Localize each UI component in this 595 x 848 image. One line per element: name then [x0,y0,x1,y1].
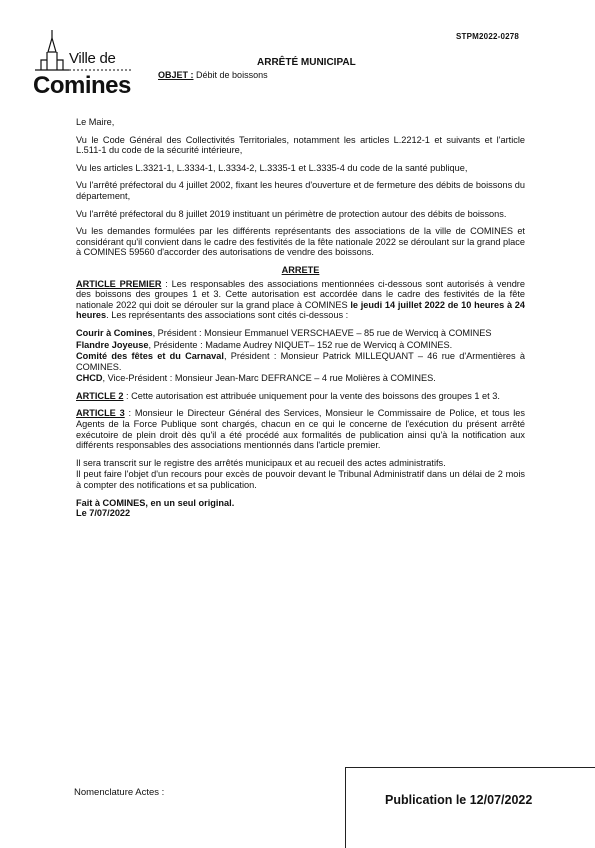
publication-date: Publication le 12/07/2022 [385,793,533,807]
object-line [158,70,268,80]
document-title: ARRÊTÉ MUNICIPAL [257,57,356,68]
article-1-date: le jeudi 14 juillet 2022 de 10 heures à 24 heures [76,299,526,321]
vu-paragraph-5: Vu les demandes formulées par les différents représentants des associations de la ville de COMINES et considérant qu'il convient dans le cadre des festivités de la fête nationale 2022 se déroulant sur la grand place à COMINES 59560 d'accorder des autorisations de vendre des boissons. [76,226,525,258]
transcript-paragraph: Il sera transcrit sur le registre des arrêtés municipaux et au recueil des actes administratifs. [76,457,446,468]
association-4 [76,373,525,384]
association-2-name: Flandre Joyeuse [76,339,149,350]
association-1-text: , Président : Monsieur Emmanuel VERSCHAEVE – 85 rue de Wervicq à COMINES [152,327,492,338]
association-2-text: , Présidente : Madame Audrey NIQUET– 152 rue de Wervicq à COMINES. [148,339,453,350]
logo-ville-text: Ville de [69,50,116,67]
article-3-label: ARTICLE 3 [76,408,125,419]
vu-paragraph-2: Vu les articles L.3321-1, L.3334-1, L.3334-2, L.3335-1 et L.3335-4 du code de la santé publique, [76,162,468,173]
association-3-name: Comité des fêtes et du Carnaval [76,351,224,362]
article-2-text: : Cette autorisation est attribuée uniquement pour la vente des boissons des groupes 1 et 3. [123,390,500,401]
object-text: Débit de boissons [196,70,268,80]
arrete-heading: ARRETE [281,264,320,275]
signature-place: Fait à COMINES, en un seul original. [76,497,235,508]
comines-logo [33,30,138,100]
article-1 [76,279,525,321]
association-4-name: CHCD [76,373,103,384]
object-label: OBJET : [158,70,194,80]
greeting: Le Maire, [76,117,115,127]
vu-paragraph-3: Vu l'arrêté préfectoral du 4 juillet 2002, fixant les heures d'ouverture et de fermeture des débits de boissons du département, [76,180,525,201]
reference-number: STPM2022-0278 [456,32,520,41]
article-2 [76,391,525,402]
publication-box [345,767,595,848]
association-3-text: , Président : Monsieur Patrick MILLEQUANT – 46 rue d'Armentières à COMINES. [76,351,525,372]
vu-paragraph-4: Vu l'arrêté préfectoral du 8 juillet 2019 instituant un périmètre de protection autour des débits de boissons. [76,208,507,219]
nomenclature-label: Nomenclature Actes : [74,787,165,798]
association-1-name: Courir à Comines [76,327,153,338]
logo-comines-text: Comines [33,72,131,99]
signature-date: Le 7/07/2022 [76,508,131,519]
article-2-label: ARTICLE 2 [76,390,124,401]
recours-paragraph: Il peut faire l'objet d'un recours pour excès de pouvoir devant le Tribunal Administratif dans un délai de 2 mois à compter des notifications et sa publication. [76,469,525,491]
association-2 [76,340,525,351]
document-body [76,117,525,519]
association-3 [76,351,525,372]
article-1-text-b: . Les représentants des associations sont cités ci-dessous : [106,310,349,321]
article-1-text-a: : Les responsables des associations mentionnées ci-dessous sont autorisés à vendre des boissons des groupes 1 et 3. Cette autorisation est accordée dans le cadre des festivités de la fête nationale 2022 qui doit se dérouler sur la grand place à COMINES [76,278,525,310]
vu-paragraph-1: Vu le Code Général des Collectivités Territoriales, notamment les articles L.2212-1 et suivants et l'article L.511-1 du code de la sécurité intérieure, [76,134,525,156]
article-1-label: ARTICLE PREMIER [76,278,162,289]
association-1 [76,328,525,339]
article-3 [76,408,525,450]
article-3-text: : Monsieur le Directeur Général des Services, Monsieur le Commissaire de Police, et tous les Agents de la Force Publique sont chargés, chacun en ce qui le concerne de l'exécution du présent arrêté exécutoire de plein droit dès qu'il a été procédé aux formalités de publication ainsi qu'à la notification aux différents responsables des associations mentionnés dans l'article premier. [76,408,525,451]
association-4-text: , Vice-Président : Monsieur Jean-Marc DEFRANCE – 4 rue Molières à COMINES. [102,373,436,384]
